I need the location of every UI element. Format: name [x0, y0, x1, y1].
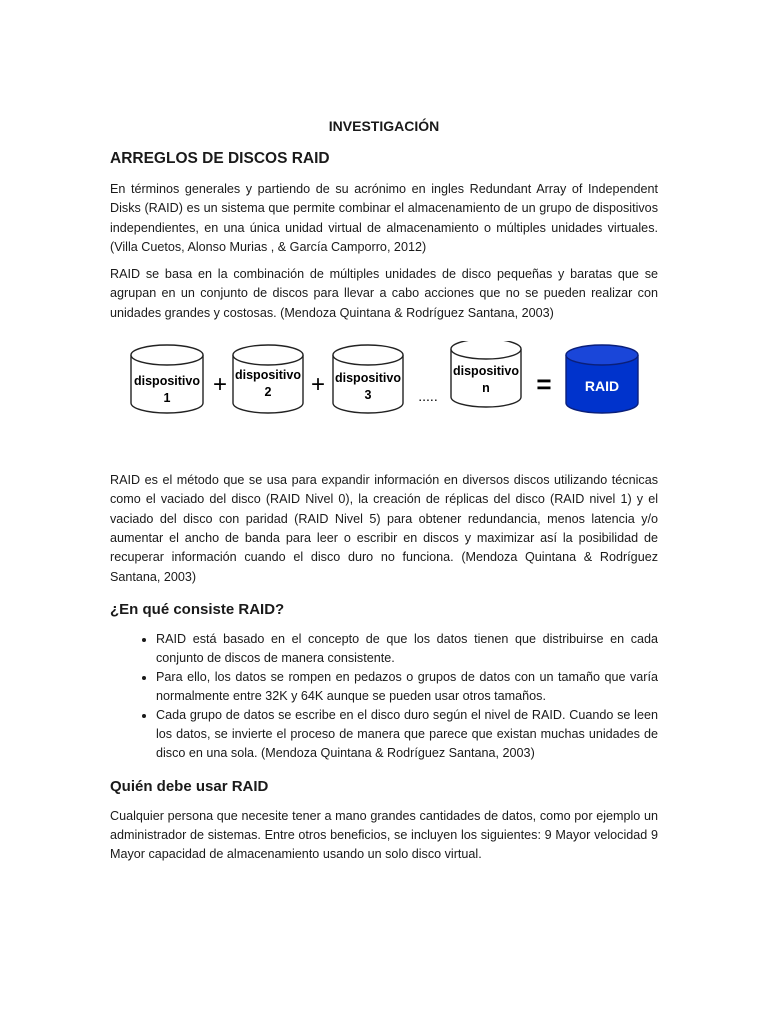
- raid-disk: [566, 345, 638, 413]
- disk-3: [333, 345, 403, 413]
- paragraph-basis: RAID se basa en la combinación de múltiples unidades de disco pequeñas y baratas que se agrupan en un conjunto de discos para llevar a cabo acciones que no se pueden realizar con unidades grandes y costosas. (Mendoza Quintana & Rodríguez Santana, 2003): [110, 267, 658, 320]
- paragraph-intro: En términos generales y partiendo de su acrónimo en ingles Redundant Array of Independent Disks (RAID) es un sistema que permite combinar el almacenamiento de un grupo de dispositivos independientes, en una única unidad virtual de almacenamiento o múltiples unidades virtuales. (Villa Cuetos, Alonso Murias , & García Camporro, 2012): [110, 182, 658, 254]
- paragraph-who: Cualquier persona que necesite tener a mano grandes cantidades de datos, como por ejemplo un administrador de sistemas. Entre otros beneficios, se incluyen los siguientes: 9 Mayor velocidad 9 Mayor capacidad de almacenamiento usando un solo disco virtual.: [110, 808, 658, 862]
- plus-sign-2: +: [310, 371, 326, 399]
- ellipsis-dots: .....: [418, 388, 438, 405]
- disk-n: [451, 341, 521, 407]
- paragraph-method: RAID es el método que se usa para expandir información en diversos discos utilizando técnicas como el vaciado del disco (RAID Nivel 0), la creación de réplicas del disco (RAID nivel 1) y el vaciado del disco con paridad (RAID Nivel 5) para obtener redundancia, menos latencia y/o aumentar el ancho de banda para leer o escribir en discos y maximizar así la posibilidad de recuperar información cuando el disco duro no funciona. (Mendoza Quintana & Rodríguez Santana, 2003): [110, 473, 658, 584]
- plus-sign-1: +: [212, 371, 228, 399]
- list-item: • Para ello, los datos se rompen en pedazos o grupos de datos con un tamaño que varía normalmente entre 32K y 64K aunque se pueden usar otros tamaños.: [156, 668, 658, 706]
- disk-2: [233, 345, 303, 413]
- disk-3-label: dispositivo: [335, 371, 401, 386]
- disk-1-number: 1: [163, 391, 171, 406]
- equals-sign: =: [536, 369, 552, 400]
- disk-3-number: 3: [364, 388, 372, 403]
- disk-2-number: 2: [264, 385, 272, 400]
- list-item: • RAID está basado en el concepto de que los datos tienen que distribuirse en cada conjunto de discos de manera consistente.: [156, 630, 658, 668]
- disk-n-number: n: [482, 381, 490, 396]
- disk-1-label: dispositivo: [134, 374, 200, 389]
- list-item: • Cada grupo de datos se escribe en el disco duro según el nivel de RAID. Cuando se leen los datos, se invierte el proceso de manera que parece que existan muchas unidades de disco en una sola. (Mendoza Quintana & Rodríguez Santana, 2003): [156, 706, 658, 763]
- document-title: INVESTIGACIÓN: [328, 118, 440, 134]
- disk-n-label: dispositivo: [453, 364, 519, 379]
- section-heading-what: ¿En qué consiste RAID?: [110, 600, 285, 618]
- raid-diagram: [110, 341, 658, 449]
- raid-diagram-svg: [126, 341, 656, 441]
- main-heading: ARREGLOS DE DISCOS RAID: [110, 150, 330, 167]
- section-heading-who: Quién debe usar RAID: [110, 777, 269, 795]
- bullet-list: [110, 630, 658, 764]
- document-page: [110, 118, 658, 872]
- disk-2-label: dispositivo: [235, 368, 301, 383]
- raid-disk-label: RAID: [584, 378, 620, 395]
- disk-1: [131, 345, 203, 413]
